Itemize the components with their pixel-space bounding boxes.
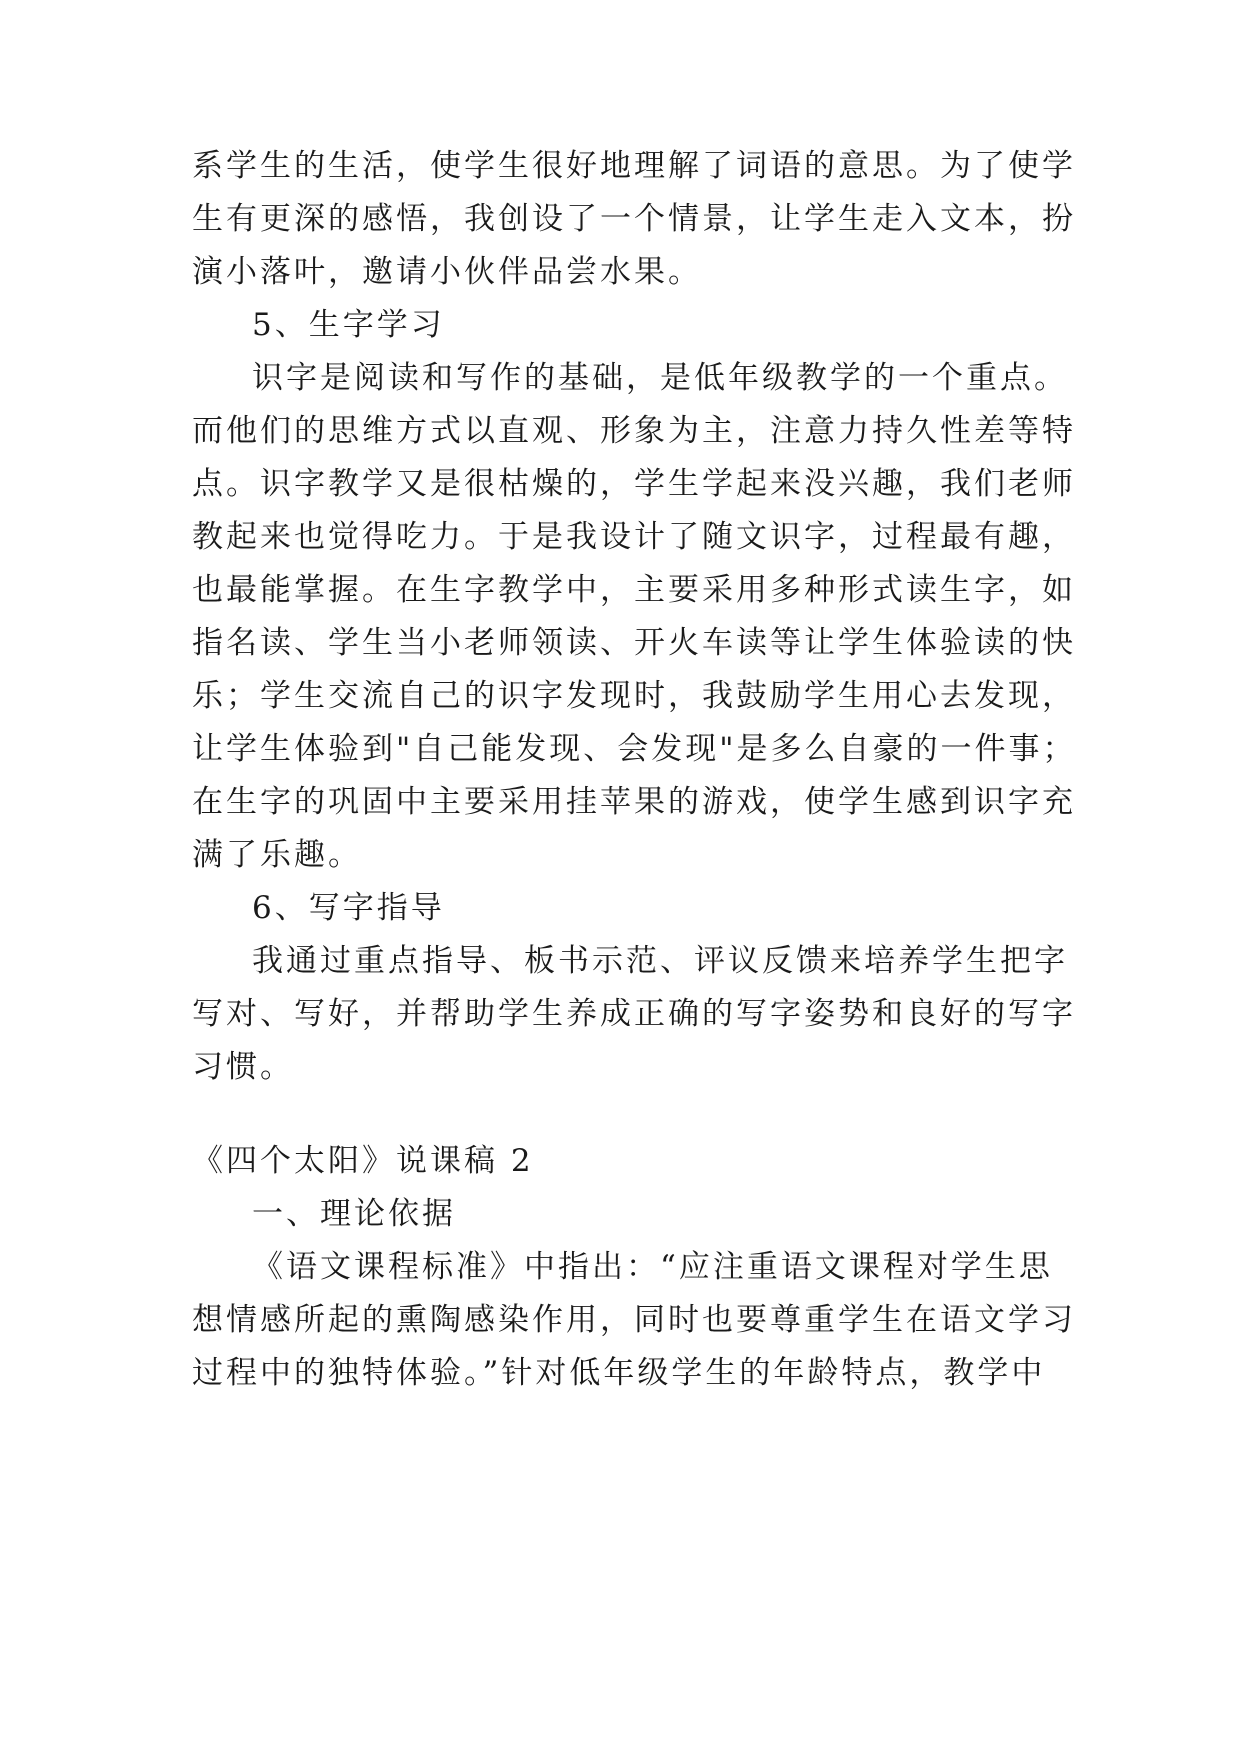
body-line: 演小落叶，邀请小伙伴品尝水果。 xyxy=(192,254,702,290)
body-line: 教起来也觉得吃力。于是我设计了随文识字，过程最有趣， xyxy=(192,519,1076,555)
body-line: 乐；学生交流自己的识字发现时，我鼓励学生用心去发现， xyxy=(192,678,1076,714)
body-line: 满了乐趣。 xyxy=(192,837,362,873)
body-line: 识字是阅读和写作的基础，是低年级教学的一个重点。 xyxy=(252,360,1068,396)
body-line: 而他们的思维方式以直观、形象为主，注意力持久性差等特 xyxy=(192,413,1076,449)
section-heading: 一、理论依据 xyxy=(252,1196,456,1232)
body-line: 让学生体验到"自己能发现、会发现"是多么自豪的一件事； xyxy=(192,731,1077,767)
body-line: 系学生的生活，使学生很好地理解了词语的意思。为了使学 xyxy=(192,148,1076,184)
body-line: 《语文课程标准》中指出：“应注重语文课程对学生思 xyxy=(252,1249,1053,1285)
body-line: 写对、写好，并帮助学生养成正确的写字姿势和良好的写字 xyxy=(192,996,1076,1032)
section-heading: 6、写字指导 xyxy=(252,890,445,926)
body-line: 点。识字教学又是很枯燥的，学生学起来没兴趣，我们老师 xyxy=(192,466,1076,502)
body-line: 在生字的巩固中主要采用挂苹果的游戏，使学生感到识字充 xyxy=(192,784,1076,820)
body-line: 也最能掌握。在生字教学中，主要采用多种形式读生字，如 xyxy=(192,572,1076,608)
body-line: 过程中的独特体验。”针对低年级学生的年龄特点，教学中 xyxy=(192,1355,1046,1391)
body-line: 指名读、学生当小老师领读、开火车读等让学生体验读的快 xyxy=(192,625,1076,661)
body-line: 习惯。 xyxy=(192,1049,294,1085)
body-line: 生有更深的感悟，我创设了一个情景，让学生走入文本，扮 xyxy=(192,201,1076,237)
section-heading: 5、生字学习 xyxy=(252,307,445,343)
document-title: 《四个太阳》说课稿 2 xyxy=(192,1143,534,1179)
body-line: 我通过重点指导、板书示范、评议反馈来培养学生把字 xyxy=(252,943,1068,979)
body-line: 想情感所起的熏陶感染作用，同时也要尊重学生在语文学习 xyxy=(192,1302,1076,1338)
